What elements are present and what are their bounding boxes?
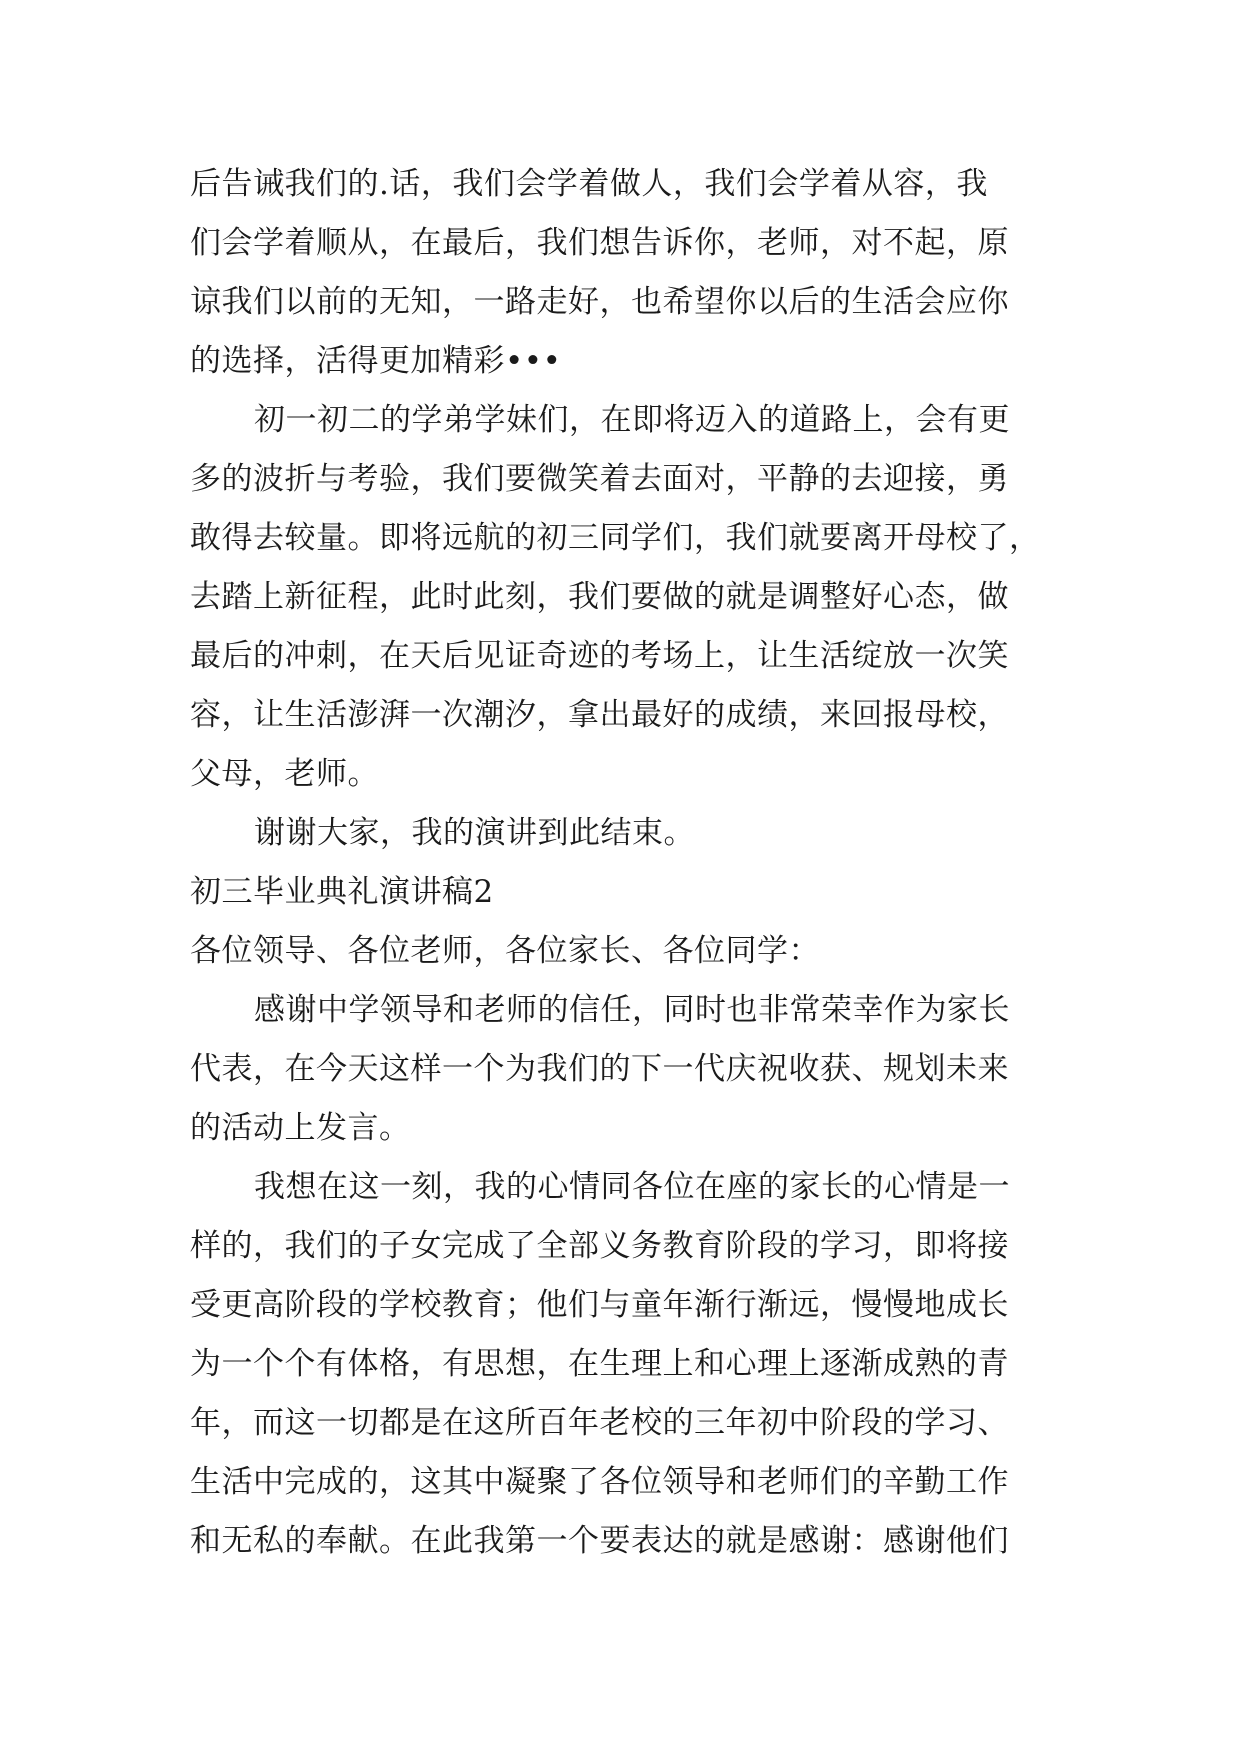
text-line-6: 多的波折与考验，我们要微笑着去面对，平静的去迎接，勇 <box>190 461 1009 497</box>
text-line-9: 最后的冲刺，在天后见证奇迹的考场上，让生活绽放一次笑 <box>190 638 1009 674</box>
text-line-3: 谅我们以前的无知，一路走好，也希望你以后的生活会应你 <box>190 284 1009 320</box>
text-line-23: 生活中完成的，这其中凝聚了各位领导和老师们的辛勤工作 <box>190 1464 1009 1500</box>
paragraph-first-line: 感谢中学领导和老师的信任，同时也非常荣幸作为家长 <box>254 992 1010 1028</box>
text-line-22: 年，而这一切都是在这所百年老校的三年初中阶段的学习、 <box>190 1405 1009 1441</box>
paragraph-first-line: 我想在这一刻，我的心情同各位在座的家长的心情是一 <box>254 1169 1010 1205</box>
paragraph-first-line: 初一初二的学弟学妹们，在即将迈入的道路上，会有更 <box>254 402 1010 438</box>
text-line-19: 样的，我们的子女完成了全部义务教育阶段的学习，即将接 <box>190 1228 1009 1264</box>
text-line-20: 受更高阶段的学校教育；他们与童年渐行渐远，慢慢地成长 <box>190 1287 1009 1323</box>
text-line-10: 容，让生活澎湃一次潮汐，拿出最好的成绩，来回报母校， <box>190 697 1009 733</box>
text-line-7: 敢得去较量。即将远航的初三同学们，我们就要离开母校了， <box>190 520 1041 556</box>
closing-line: 谢谢大家，我的演讲到此结束。 <box>254 815 695 851</box>
text-line-4: 的选择，活得更加精彩••• <box>190 343 562 379</box>
section-title: 初三毕业典礼演讲稿2 <box>190 874 494 910</box>
text-line-8: 去踏上新征程，此时此刻，我们要做的就是调整好心态，做 <box>190 579 1009 615</box>
text-line-21: 为一个个有体格，有思想，在生理上和心理上逐渐成熟的青 <box>190 1346 1009 1382</box>
text-line-24: 和无私的奉献。在此我第一个要表达的就是感谢：感谢他们 <box>190 1523 1009 1559</box>
text-line-2: 们会学着顺从，在最后，我们想告诉你，老师，对不起，原 <box>190 225 1009 261</box>
text-line-16: 代表，在今天这样一个为我们的下一代庆祝收获、规划未来 <box>190 1051 1009 1087</box>
text-line-11: 父母，老师。 <box>190 756 379 792</box>
text-line-1: 后告诫我们的.话，我们会学着做人，我们会学着从容，我 <box>190 166 988 202</box>
text-line-17: 的活动上发言。 <box>190 1110 411 1146</box>
salutation: 各位领导、各位老师，各位家长、各位同学： <box>190 933 820 969</box>
